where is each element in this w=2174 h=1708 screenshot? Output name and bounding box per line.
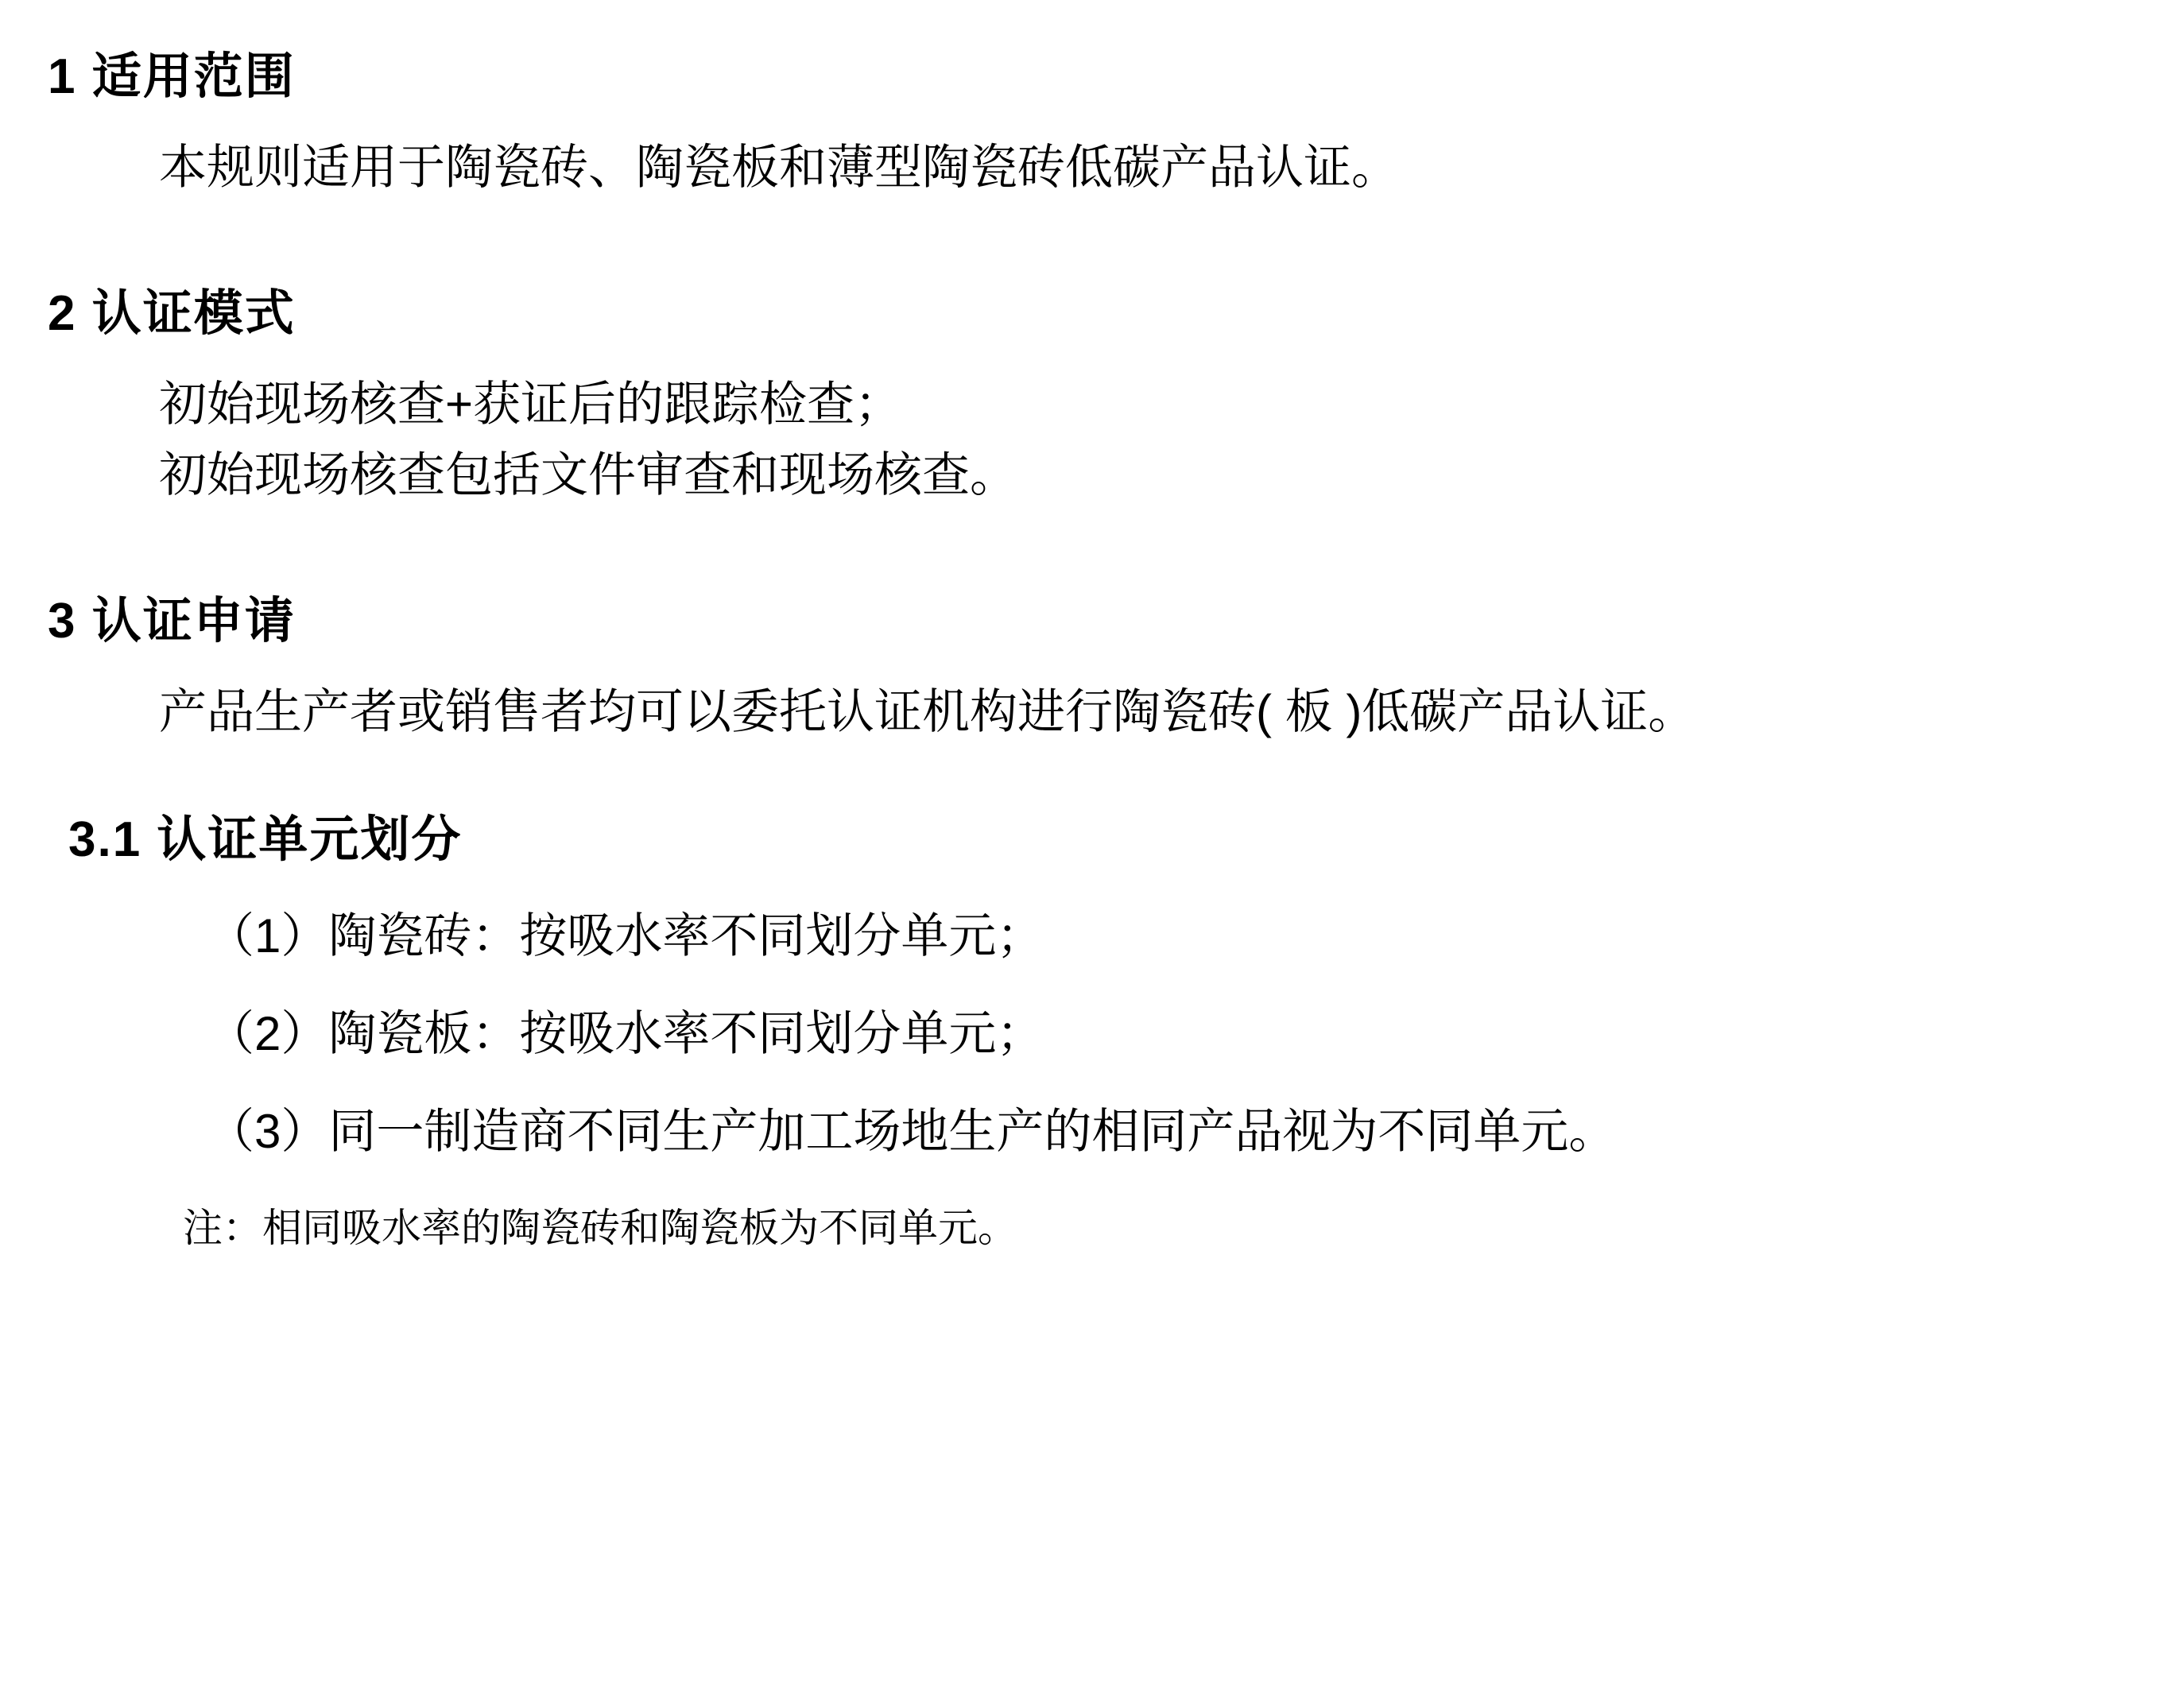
list-item: （2）陶瓷板：按吸水率不同划分单元；: [207, 1007, 1044, 1061]
subsection-heading-3-1: 3.1 认证单元划分: [68, 811, 463, 867]
list-item: （3）同一制造商不同生产加工场地生产的相同产品视为不同单元。: [207, 1105, 1617, 1159]
section-heading-3: 3 认证申请: [48, 594, 296, 649]
spacer: [48, 508, 2102, 576]
section-heading-2: 2 认证模式: [48, 286, 296, 342]
section-heading-1: 1 适用范围: [48, 49, 296, 104]
list-item: （1）陶瓷砖：按吸水率不同划分单元；: [207, 909, 1044, 963]
section-2-paragraph-2: 初始现场核查包括文件审查和现场核查。: [159, 447, 1017, 502]
section-1-paragraph-1: 本规则适用于陶瓷砖、陶瓷板和薄型陶瓷砖低碳产品认证。: [159, 140, 1399, 194]
section-3-paragraph-1: 产品生产者或销售者均可以委托认证机构进行陶瓷砖( 板 )低碳产品认证。: [159, 684, 1696, 738]
spacer: [48, 200, 2102, 269]
subsection-note: 注：相同吸水率的陶瓷砖和陶瓷板为不同单元。: [183, 1206, 1017, 1251]
spacer: [48, 746, 2102, 795]
section-2-paragraph-1: 初始现场核查+获证后的跟踪检查；: [159, 377, 903, 431]
